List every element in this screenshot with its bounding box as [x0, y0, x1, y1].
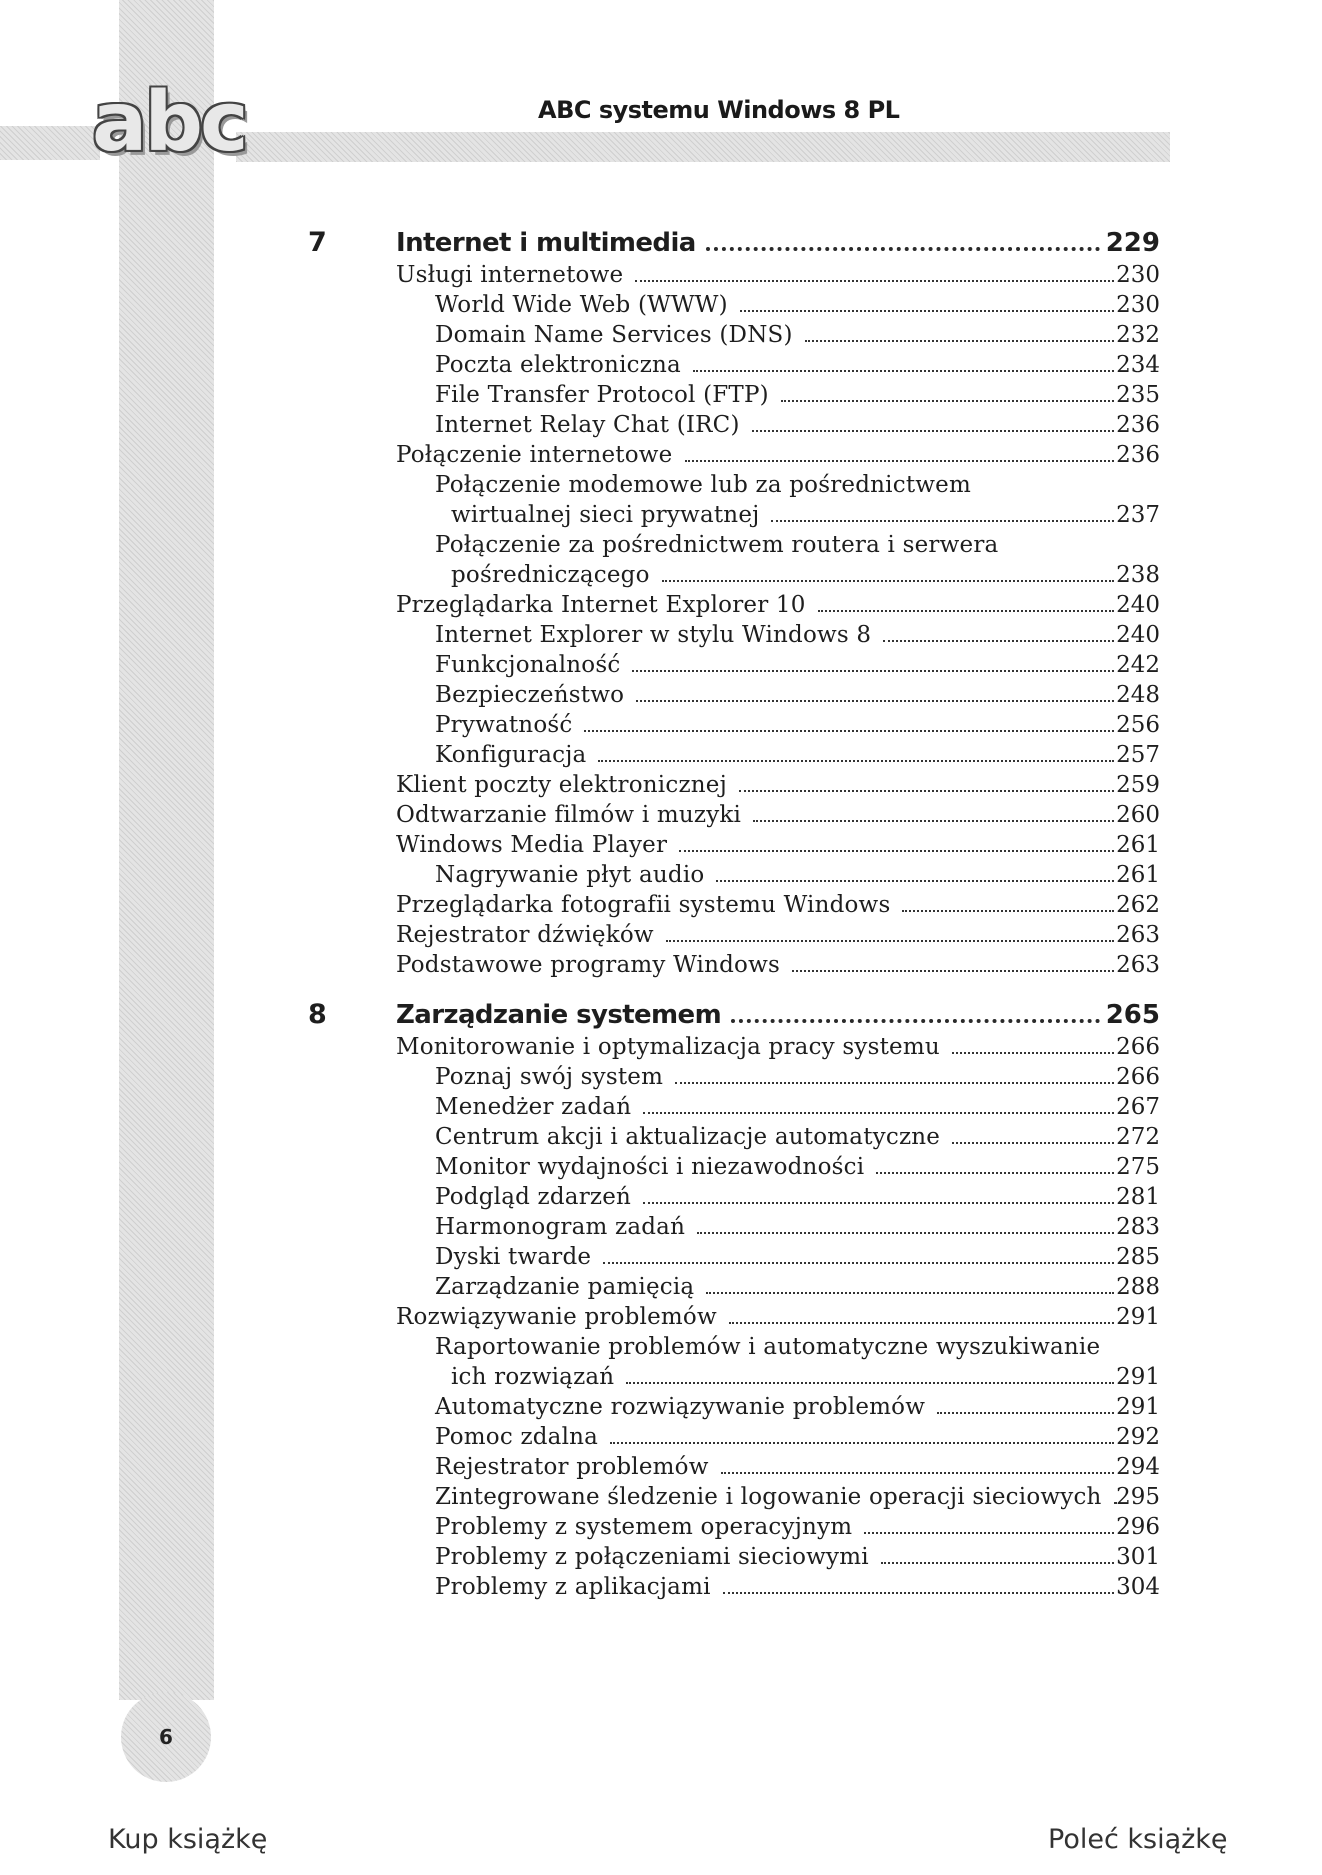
dot-leader: [697, 1232, 1114, 1234]
toc-entry[interactable]: [435, 1152, 1160, 1182]
toc-entry-page: 259: [1116, 772, 1160, 798]
toc-entry-page: 295: [1116, 1484, 1160, 1510]
dot-leader: [740, 310, 1114, 312]
toc-entry[interactable]: [435, 350, 1160, 380]
dot-leader: [706, 1292, 1114, 1294]
toc-entry-page: 236: [1116, 442, 1160, 468]
dot-leader: [721, 1472, 1114, 1474]
toc-entry[interactable]: [396, 890, 1160, 920]
chapter-title-row[interactable]: [396, 1000, 1160, 1030]
toc-entry-page: 257: [1116, 742, 1160, 768]
dot-leader: [792, 970, 1114, 972]
toc-entry-text: Poczta elektroniczna: [435, 352, 681, 378]
toc-entry-text: Bezpieczeństwo: [435, 682, 625, 708]
dot-leader: [723, 1592, 1114, 1594]
chapter-page: 265: [1105, 1000, 1160, 1030]
toc-entry-text: Nagrywanie płyt audio: [435, 862, 705, 888]
toc-entry-page: 230: [1116, 292, 1160, 318]
toc-entry-page: 240: [1116, 622, 1160, 648]
dot-leader: [584, 730, 1114, 732]
toc-entry-page: 242: [1116, 652, 1160, 678]
toc-entry-page: 304: [1116, 1574, 1160, 1600]
dot-leader: [603, 1262, 1114, 1264]
chapter-title: Zarządzanie systemem: [396, 1000, 722, 1030]
toc-entry-page: 291: [1116, 1364, 1160, 1390]
toc-entry-text: File Transfer Protocol (FTP): [435, 382, 769, 408]
toc-entry[interactable]: [435, 860, 1160, 890]
chapter-title-row[interactable]: [396, 228, 1160, 258]
dot-leader: [771, 520, 1114, 522]
toc-entry-text: Rozwiązywanie problemów: [396, 1304, 717, 1330]
toc-entry[interactable]: [435, 320, 1160, 350]
dot-leader: [731, 1019, 1100, 1023]
toc-entry[interactable]: [396, 950, 1160, 980]
toc-entry-text: Monitorowanie i optymalizacja pracy systemu: [396, 1034, 940, 1060]
toc-entry[interactable]: [396, 1032, 1160, 1062]
toc-entry-page: 240: [1116, 592, 1160, 618]
toc-entry-page: 272: [1116, 1124, 1160, 1150]
toc-entry[interactable]: [396, 920, 1160, 950]
toc-entry-text: ich rozwiązań: [451, 1364, 615, 1390]
toc-entry[interactable]: [396, 830, 1160, 860]
toc-entry-text: Podstawowe programy Windows: [396, 952, 780, 978]
toc-entry[interactable]: [451, 1362, 1160, 1392]
toc-entry-page: 260: [1116, 802, 1160, 828]
dot-leader: [864, 1532, 1114, 1534]
toc-entry-text: Połączenie za pośrednictwem routera i serwera: [435, 532, 999, 558]
toc-entry-page: 238: [1116, 562, 1160, 588]
dot-leader: [883, 640, 1114, 642]
recommend-book-link[interactable]: Poleć książkę: [1048, 1824, 1228, 1855]
page-number: 6: [159, 1725, 173, 1749]
dot-leader: [805, 340, 1114, 342]
toc-entry-page: 283: [1116, 1214, 1160, 1240]
toc-entry[interactable]: [396, 770, 1160, 800]
dot-leader: [610, 1442, 1114, 1444]
toc-entry-text: Podgląd zdarzeń: [435, 1184, 632, 1210]
chapter-number: 8: [308, 999, 327, 1030]
buy-book-link[interactable]: Kup książkę: [108, 1824, 268, 1855]
dot-leader: [693, 370, 1114, 372]
toc-entry-page: 256: [1116, 712, 1160, 738]
toc-entry[interactable]: [435, 290, 1160, 320]
toc-entry-page: 235: [1116, 382, 1160, 408]
dot-leader: [739, 790, 1114, 792]
toc-entry-page: 261: [1116, 862, 1160, 888]
toc-entry-text: Przeglądarka fotografii systemu Windows: [396, 892, 891, 918]
dot-leader: [952, 1052, 1114, 1054]
toc-entry-text: Windows Media Player: [396, 832, 668, 858]
dot-leader: [675, 1082, 1114, 1084]
toc-entry-page: 263: [1116, 922, 1160, 948]
dot-leader: [781, 400, 1114, 402]
toc-entry-text: Automatyczne rozwiązywanie problemów: [435, 1394, 926, 1420]
toc-entry-page: 288: [1116, 1274, 1160, 1300]
dot-leader: [626, 1382, 1114, 1384]
toc-entry[interactable]: [435, 650, 1160, 680]
dot-leader: [716, 880, 1114, 882]
dot-leader: [636, 700, 1114, 702]
toc-entry[interactable]: [435, 1572, 1160, 1602]
header-rule-right: [236, 132, 1170, 162]
toc-entry[interactable]: [435, 410, 1160, 440]
toc-entry[interactable]: [451, 500, 1160, 530]
toc-entry-page: 232: [1116, 322, 1160, 348]
toc-entry-text: Prywatność: [435, 712, 573, 738]
toc-entry-text: Domain Name Services (DNS): [435, 322, 793, 348]
toc-entry-page: 230: [1116, 262, 1160, 288]
toc-entry[interactable]: [396, 590, 1160, 620]
dot-leader: [952, 1142, 1114, 1144]
toc-entry-text: Konfiguracja: [435, 742, 587, 768]
dot-leader: [881, 1562, 1114, 1564]
toc-entry[interactable]: [435, 1452, 1160, 1482]
dot-leader: [632, 670, 1114, 672]
toc-entry-text: Problemy z aplikacjami: [435, 1574, 711, 1600]
side-band: [119, 0, 214, 1700]
toc-entry[interactable]: [435, 1182, 1160, 1212]
running-header: ABC systemu Windows 8 PL: [538, 96, 900, 124]
toc-entry-page: 236: [1116, 412, 1160, 438]
toc-entry-text: Rejestrator dźwięków: [396, 922, 654, 948]
toc-entry-page: 261: [1116, 832, 1160, 858]
toc-entry-text: pośredniczącego: [451, 562, 650, 588]
toc-entry-text: World Wide Web (WWW): [435, 292, 728, 318]
dot-leader: [937, 1412, 1114, 1414]
toc-entry[interactable]: [435, 1392, 1160, 1422]
toc-entry[interactable]: [435, 1062, 1160, 1092]
dot-leader: [685, 460, 1115, 462]
toc-entry-page: 275: [1116, 1154, 1160, 1180]
toc-entry-text: Internet Explorer w stylu Windows 8: [435, 622, 872, 648]
toc-entry-page: 248: [1116, 682, 1160, 708]
toc-entry-text: Przeglądarka Internet Explorer 10: [396, 592, 806, 618]
toc-entry-page: 285: [1116, 1244, 1160, 1270]
toc-entry[interactable]: [435, 1272, 1160, 1302]
abc-logo: abc: [92, 75, 246, 170]
page-number-badge: [121, 1692, 211, 1782]
toc-entry-page: 262: [1116, 892, 1160, 918]
toc-entry[interactable]: [435, 710, 1160, 740]
toc-entry[interactable]: [396, 260, 1160, 290]
dot-leader: [752, 430, 1114, 432]
chapter-page: 229: [1105, 228, 1160, 258]
toc-entry[interactable]: [435, 1212, 1160, 1242]
toc-entry-text: Pomoc zdalna: [435, 1424, 599, 1450]
toc-entry-page: 291: [1116, 1394, 1160, 1420]
chapter-number: 7: [308, 227, 327, 258]
toc-entry-text: Problemy z systemem operacyjnym: [435, 1514, 853, 1540]
toc-entry-page: 296: [1116, 1514, 1160, 1540]
toc-entry-text: Raportowanie problemów i automatyczne wyszukiwanie: [435, 1334, 1101, 1360]
header-rule-left: [0, 126, 100, 160]
toc-entry-text: Problemy z połączeniami sieciowymi: [435, 1544, 869, 1570]
toc-entry[interactable]: [435, 1092, 1160, 1122]
chapter-title: Internet i multimedia: [396, 228, 696, 258]
dot-leader: [643, 1112, 1114, 1114]
toc-entry-text: Zarządzanie pamięcią: [435, 1274, 695, 1300]
toc-entry-page: 237: [1116, 502, 1160, 528]
dot-leader: [753, 820, 1114, 822]
toc-entry-text: Funkcjonalność: [435, 652, 621, 678]
toc-entry-page: 301: [1116, 1544, 1160, 1570]
toc-entry-page: 267: [1116, 1094, 1160, 1120]
toc-entry[interactable]: [396, 440, 1160, 470]
toc-entry-text: Połączenie internetowe: [396, 442, 673, 468]
toc-entry-text: Harmonogram zadań: [435, 1214, 686, 1240]
toc-entry-text: Usługi internetowe: [396, 262, 624, 288]
toc-entry[interactable]: [435, 1482, 1160, 1512]
dot-leader: [706, 247, 1100, 251]
toc-entry[interactable]: [435, 680, 1160, 710]
dot-leader: [876, 1172, 1114, 1174]
toc-entry-page: 294: [1116, 1454, 1160, 1480]
dot-leader: [902, 910, 1114, 912]
toc-entry-text: Monitor wydajności i niezawodności: [435, 1154, 865, 1180]
dot-leader: [643, 1202, 1114, 1204]
toc-entry-text: Poznaj swój system: [435, 1064, 664, 1090]
dot-leader: [818, 610, 1115, 612]
dot-leader: [679, 850, 1114, 852]
toc-entry[interactable]: [435, 1242, 1160, 1272]
toc-entry-text: Połączenie modemowe lub za pośrednictwem: [435, 472, 971, 498]
dot-leader: [1114, 1502, 1115, 1504]
toc-entry-page: 291: [1116, 1304, 1160, 1330]
toc-entry[interactable]: [435, 1512, 1160, 1542]
toc-entry[interactable]: [435, 740, 1160, 770]
toc-entry-page: 281: [1116, 1184, 1160, 1210]
toc-entry-page: 234: [1116, 352, 1160, 378]
dot-leader: [598, 760, 1114, 762]
toc-entry-text: Rejestrator problemów: [435, 1454, 709, 1480]
toc-entry-page: 266: [1116, 1034, 1160, 1060]
toc-entry-text: Zintegrowane śledzenie i logowanie operacji sieciowych: [435, 1484, 1102, 1510]
toc-entry[interactable]: [435, 1542, 1160, 1572]
toc-entry-page: 263: [1116, 952, 1160, 978]
toc-entry-text: Dyski twarde: [435, 1244, 592, 1270]
toc-entry[interactable]: [435, 620, 1160, 650]
toc-entry[interactable]: [435, 1122, 1160, 1152]
toc-entry[interactable]: [451, 560, 1160, 590]
dot-leader: [729, 1322, 1114, 1324]
toc-entry[interactable]: [435, 1422, 1160, 1452]
toc-entry[interactable]: [435, 380, 1160, 410]
toc-entry[interactable]: [396, 800, 1160, 830]
toc-entry-text: Internet Relay Chat (IRC): [435, 412, 740, 438]
toc-entry-text: Klient poczty elektronicznej: [396, 772, 727, 798]
dot-leader: [662, 580, 1114, 582]
toc-entry-text: Centrum akcji i aktualizacje automatyczne: [435, 1124, 941, 1150]
toc-entry-page: 266: [1116, 1064, 1160, 1090]
toc-entry-page: 292: [1116, 1424, 1160, 1450]
toc-entry-text: wirtualnej sieci prywatnej: [451, 502, 760, 528]
toc-entry[interactable]: [396, 1302, 1160, 1332]
toc-entry-text: Odtwarzanie filmów i muzyki: [396, 802, 742, 828]
dot-leader: [635, 280, 1114, 282]
dot-leader: [666, 940, 1114, 942]
toc-entry-text: Menedżer zadań: [435, 1094, 632, 1120]
